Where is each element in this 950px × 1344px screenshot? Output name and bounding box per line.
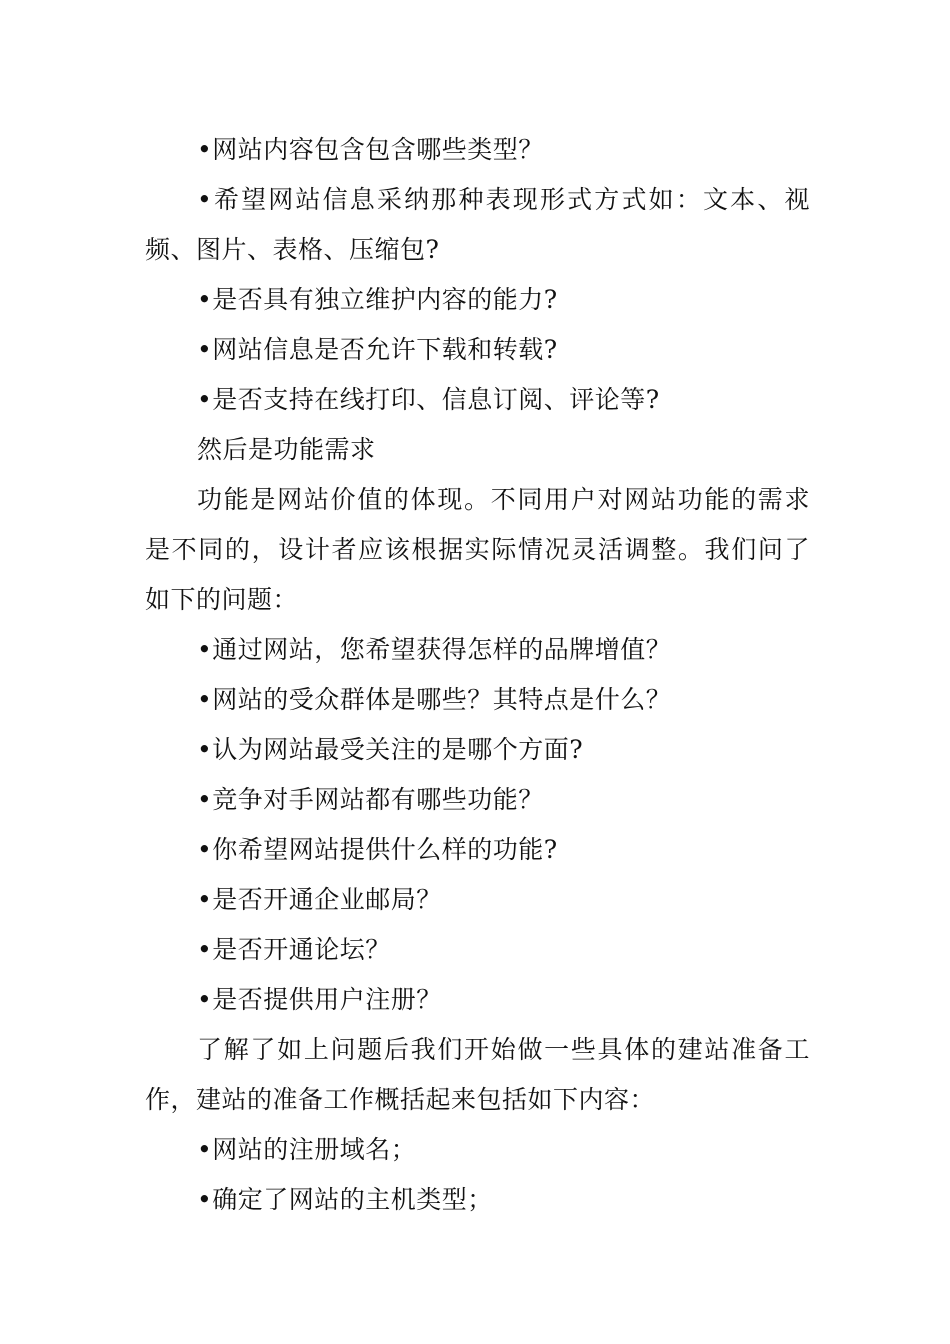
paragraph: [145, 775, 810, 825]
text-line: 作，建站的准备工作概括起来包括如下内容：: [145, 1085, 656, 1114]
section-heading: 然后是功能需求: [197, 435, 376, 464]
paragraph: [145, 1125, 810, 1175]
paragraph: [145, 1175, 810, 1225]
paragraph: [145, 475, 810, 625]
text-line: •希望网站信息采纳那种表现形式方式如：文本、视: [197, 185, 810, 214]
paragraph: [145, 875, 810, 925]
text-line: •是否开通论坛？: [197, 935, 391, 964]
text-line: •竞争对手网站都有哪些功能？: [197, 785, 544, 814]
paragraph: [145, 675, 810, 725]
paragraph: [145, 725, 810, 775]
paragraph: [145, 425, 810, 475]
paragraph: [145, 625, 810, 675]
text-line: •网站内容包含包含哪些类型？: [197, 135, 544, 164]
paragraph: [145, 175, 810, 275]
paragraph: [145, 325, 810, 375]
paragraph: [145, 375, 810, 425]
text-line: •网站的受众群体是哪些？其特点是什么？: [197, 685, 672, 714]
text-line: 频、图片、表格、压缩包?: [145, 235, 440, 264]
text-line: •是否具有独立维护内容的能力?: [197, 285, 558, 314]
text-line: •是否支持在线打印、信息订阅、评论等?: [197, 385, 660, 414]
text-line: •网站信息是否允许下载和转载?: [197, 335, 558, 364]
paragraph: [145, 125, 810, 175]
paragraph: [145, 275, 810, 325]
text-line: 如下的问题：: [145, 585, 299, 614]
document-page: [145, 125, 810, 1225]
text-line: •是否提供用户注册？: [197, 985, 442, 1014]
text-line: •网站的注册域名；: [197, 1135, 417, 1164]
text-line: 功能是网站价值的体现。不同用户对网站功能的需求: [197, 485, 810, 514]
paragraph: [145, 1025, 810, 1125]
text-line: •确定了网站的主机类型；: [197, 1185, 493, 1214]
text-line: •通过网站，您希望获得怎样的品牌增值？: [197, 635, 672, 664]
paragraph: [145, 825, 810, 875]
text-line: •你希望网站提供什么样的功能?: [197, 835, 558, 864]
text-line: •认为网站最受关注的是哪个方面?: [197, 735, 584, 764]
paragraph: [145, 925, 810, 975]
text-line: 了解了如上问题后我们开始做一些具体的建站准备工: [197, 1035, 810, 1064]
text-line: •是否开通企业邮局？: [197, 885, 442, 914]
text-line: 是不同的，设计者应该根据实际情况灵活调整。我们问了: [145, 535, 810, 564]
paragraph: [145, 975, 810, 1025]
